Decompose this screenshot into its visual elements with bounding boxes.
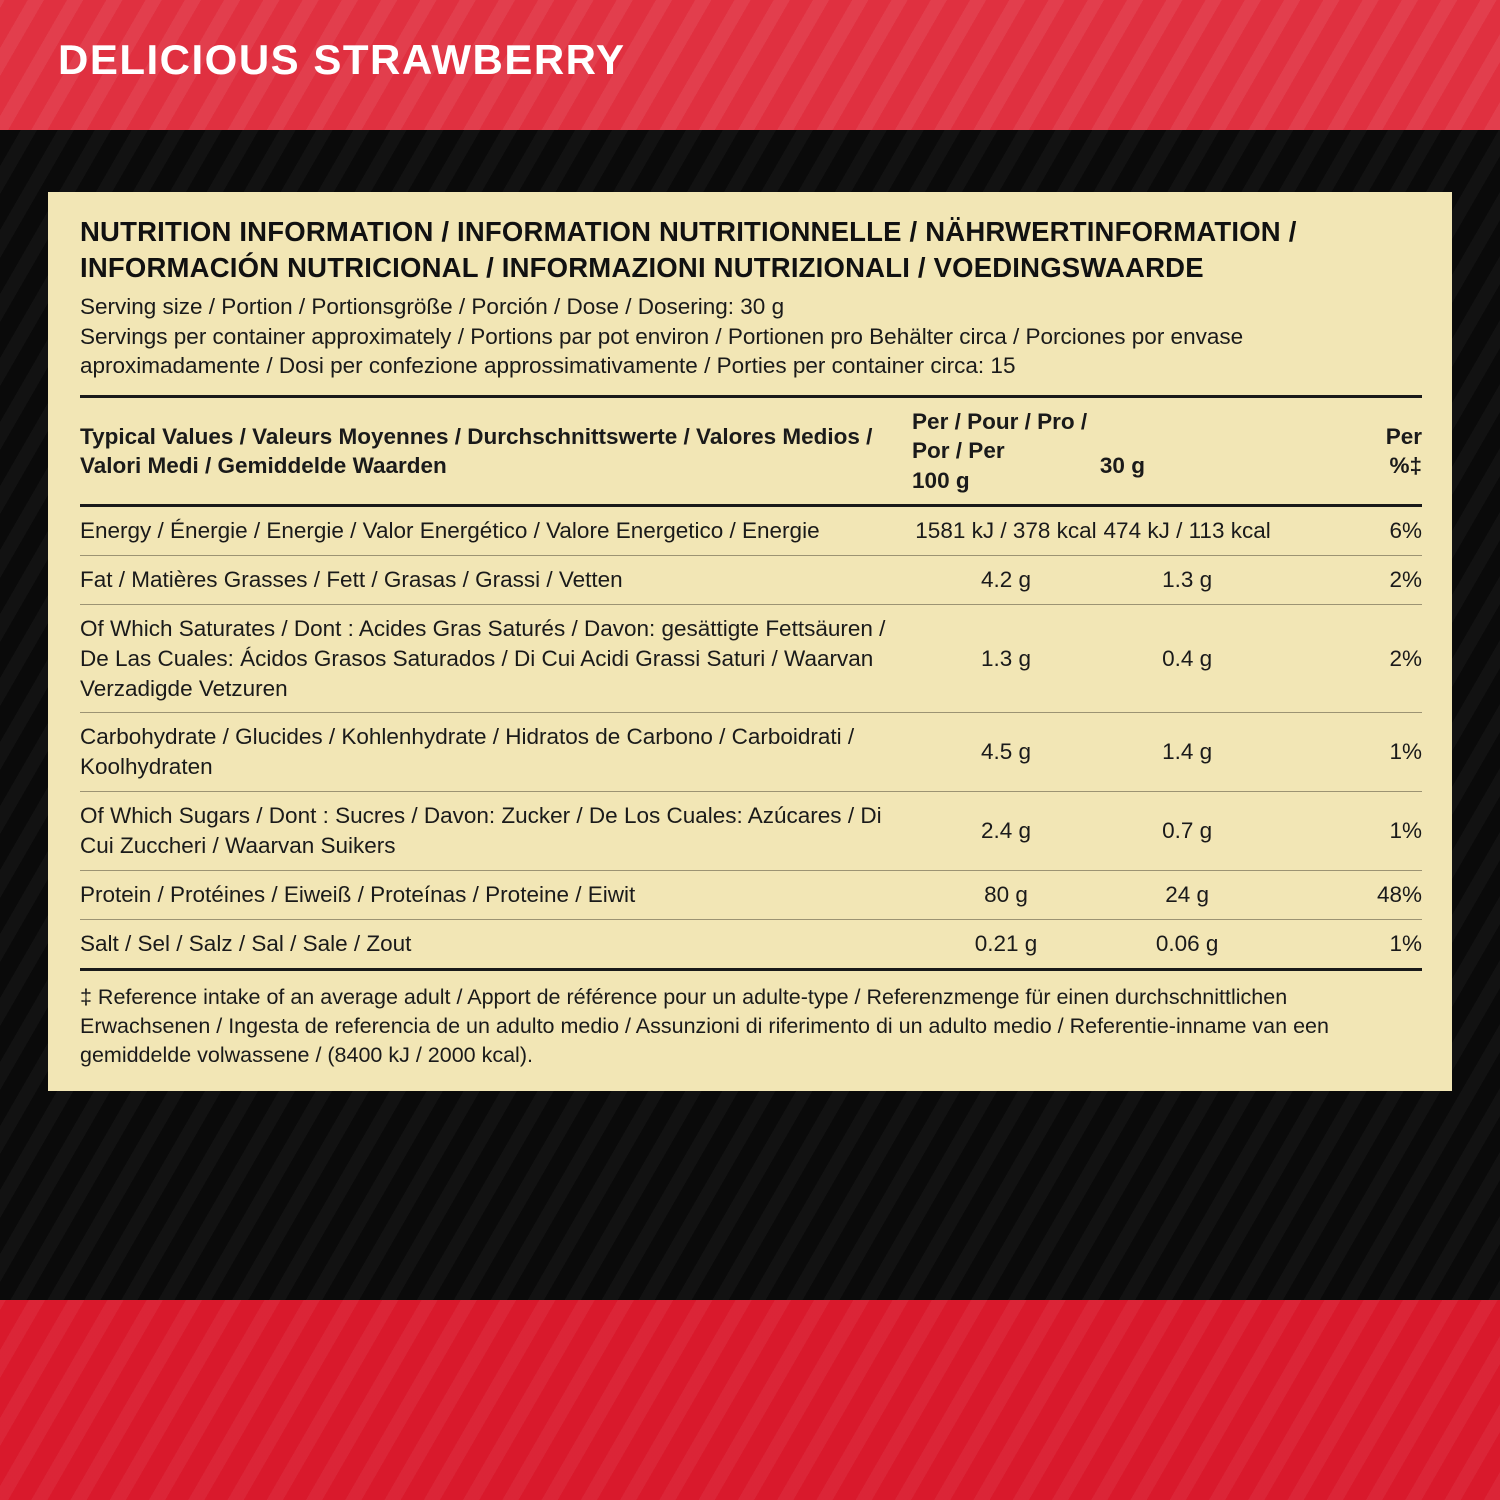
row-per-100g: 1581 kJ / 378 kcal xyxy=(912,505,1100,555)
table-row xyxy=(80,505,1422,555)
row-pct: 1% xyxy=(1274,792,1422,871)
flavour-title: DELICIOUS STRAWBERRY xyxy=(58,36,626,83)
row-pct: 6% xyxy=(1274,505,1422,555)
row-per-100g: 80 g xyxy=(912,871,1100,920)
nutrition-table-body xyxy=(80,505,1422,969)
row-pct: 1% xyxy=(1274,920,1422,970)
row-pct: 48% xyxy=(1274,871,1422,920)
row-per-100g: 1.3 g xyxy=(912,604,1100,713)
row-label: Energy / Énergie / Energie / Valor Energético / Valore Energetico / Energie xyxy=(80,505,912,555)
row-per-30g: 0.06 g xyxy=(1100,920,1274,970)
row-per-100g: 2.4 g xyxy=(912,792,1100,871)
row-label: Protein / Protéines / Eiweiß / Proteínas / Proteine / Eiwit xyxy=(80,871,912,920)
top-banner xyxy=(0,0,1500,130)
row-label: Of Which Sugars / Dont : Sucres / Davon: Zucker / De Los Cuales: Azúcares / Di Cui Zuccheri / Waarvan Suikers xyxy=(80,792,912,871)
header-per-pct-line1: Per xyxy=(1385,423,1422,449)
row-per-100g: 4.2 g xyxy=(912,555,1100,604)
nutrition-panel xyxy=(48,192,1452,1091)
table-row xyxy=(80,792,1422,871)
row-per-30g: 0.7 g xyxy=(1100,792,1274,871)
header-per-100g-line1: Per / Pour / Pro / Por / Per xyxy=(912,409,1088,464)
row-per-100g: 0.21 g xyxy=(912,920,1100,970)
table-row xyxy=(80,920,1422,970)
servings-per-container-line: Servings per container approximately / Portions par pot environ / Portionen pro Behälter circa / Porciones por envase aproximadamente / Dosi per confezione approssimativamente / Porties per container circa: 15 xyxy=(80,323,1244,379)
row-pct: 2% xyxy=(1274,555,1422,604)
panel-heading: NUTRITION INFORMATION / INFORMATION NUTRITIONNELLE / NÄHRWERTINFORMATION / INFORMACIÓN NUTRICIONAL / INFORMAZIONI NUTRIZIONALI / VOEDINGSWAARDE xyxy=(80,216,1297,284)
header-per-100g xyxy=(912,397,1100,506)
row-pct: 1% xyxy=(1274,713,1422,792)
header-per-30g xyxy=(1100,397,1274,506)
row-label: Of Which Saturates / Dont : Acides Gras Saturés / Davon: gesättigte Fettsäuren / De Las Cuales: Ácidos Grasos Saturados / Di Cui Acidi Grassi Saturi / Waarvan Verzadigde Vetzuren xyxy=(80,604,912,713)
table-row xyxy=(80,604,1422,713)
table-row xyxy=(80,713,1422,792)
header-per-30g-line1 xyxy=(1100,422,1274,451)
header-per-30g-line2: 30 g xyxy=(1099,452,1145,478)
nutrition-table xyxy=(80,395,1422,971)
row-label: Fat / Matières Grasses / Fett / Grasas / Grassi / Vetten xyxy=(80,555,912,604)
serving-size-line: Serving size / Portion / Portionsgröße / Porción / Dose / Dosering: 30 g xyxy=(80,294,785,320)
row-per-30g: 24 g xyxy=(1100,871,1274,920)
row-pct: 2% xyxy=(1274,604,1422,713)
header-per-100g-line2: 100 g xyxy=(912,467,970,493)
row-per-100g: 4.5 g xyxy=(912,713,1100,792)
header-typical-values: Typical Values / Valeurs Moyennes / Durchschnittswerte / Valores Medios / Valori Medi / Gemiddelde Waarden xyxy=(80,397,912,506)
table-header-row xyxy=(80,397,1422,506)
row-per-30g: 1.4 g xyxy=(1100,713,1274,792)
table-row xyxy=(80,871,1422,920)
row-per-30g: 0.4 g xyxy=(1100,604,1274,713)
row-label: Salt / Sel / Salz / Sal / Sale / Zout xyxy=(80,920,912,970)
row-per-30g: 474 kJ / 113 kcal xyxy=(1100,505,1274,555)
header-per-pct xyxy=(1274,397,1422,506)
row-per-30g: 1.3 g xyxy=(1100,555,1274,604)
reference-intake-footnote: ‡ Reference intake of an average adult / Apport de référence pour un adulte-type / Referenzmenge für einen durchschnittlichen Erwachsenen / Ingesta de referencia de un adulto medio / Assunzioni di riferimento di un adulto medio / Referentie-inname van een gemiddelde volwassene / (8400 kJ / 2000 kcal). xyxy=(80,984,1329,1067)
table-row xyxy=(80,555,1422,604)
nutrition-table-head xyxy=(80,397,1422,506)
bottom-banner xyxy=(0,1300,1500,1500)
header-per-pct-line2: %‡ xyxy=(1389,452,1422,478)
row-label: Carbohydrate / Glucides / Kohlenhydrate / Hidratos de Carbono / Carboidrati / Koolhydraten xyxy=(80,713,912,792)
